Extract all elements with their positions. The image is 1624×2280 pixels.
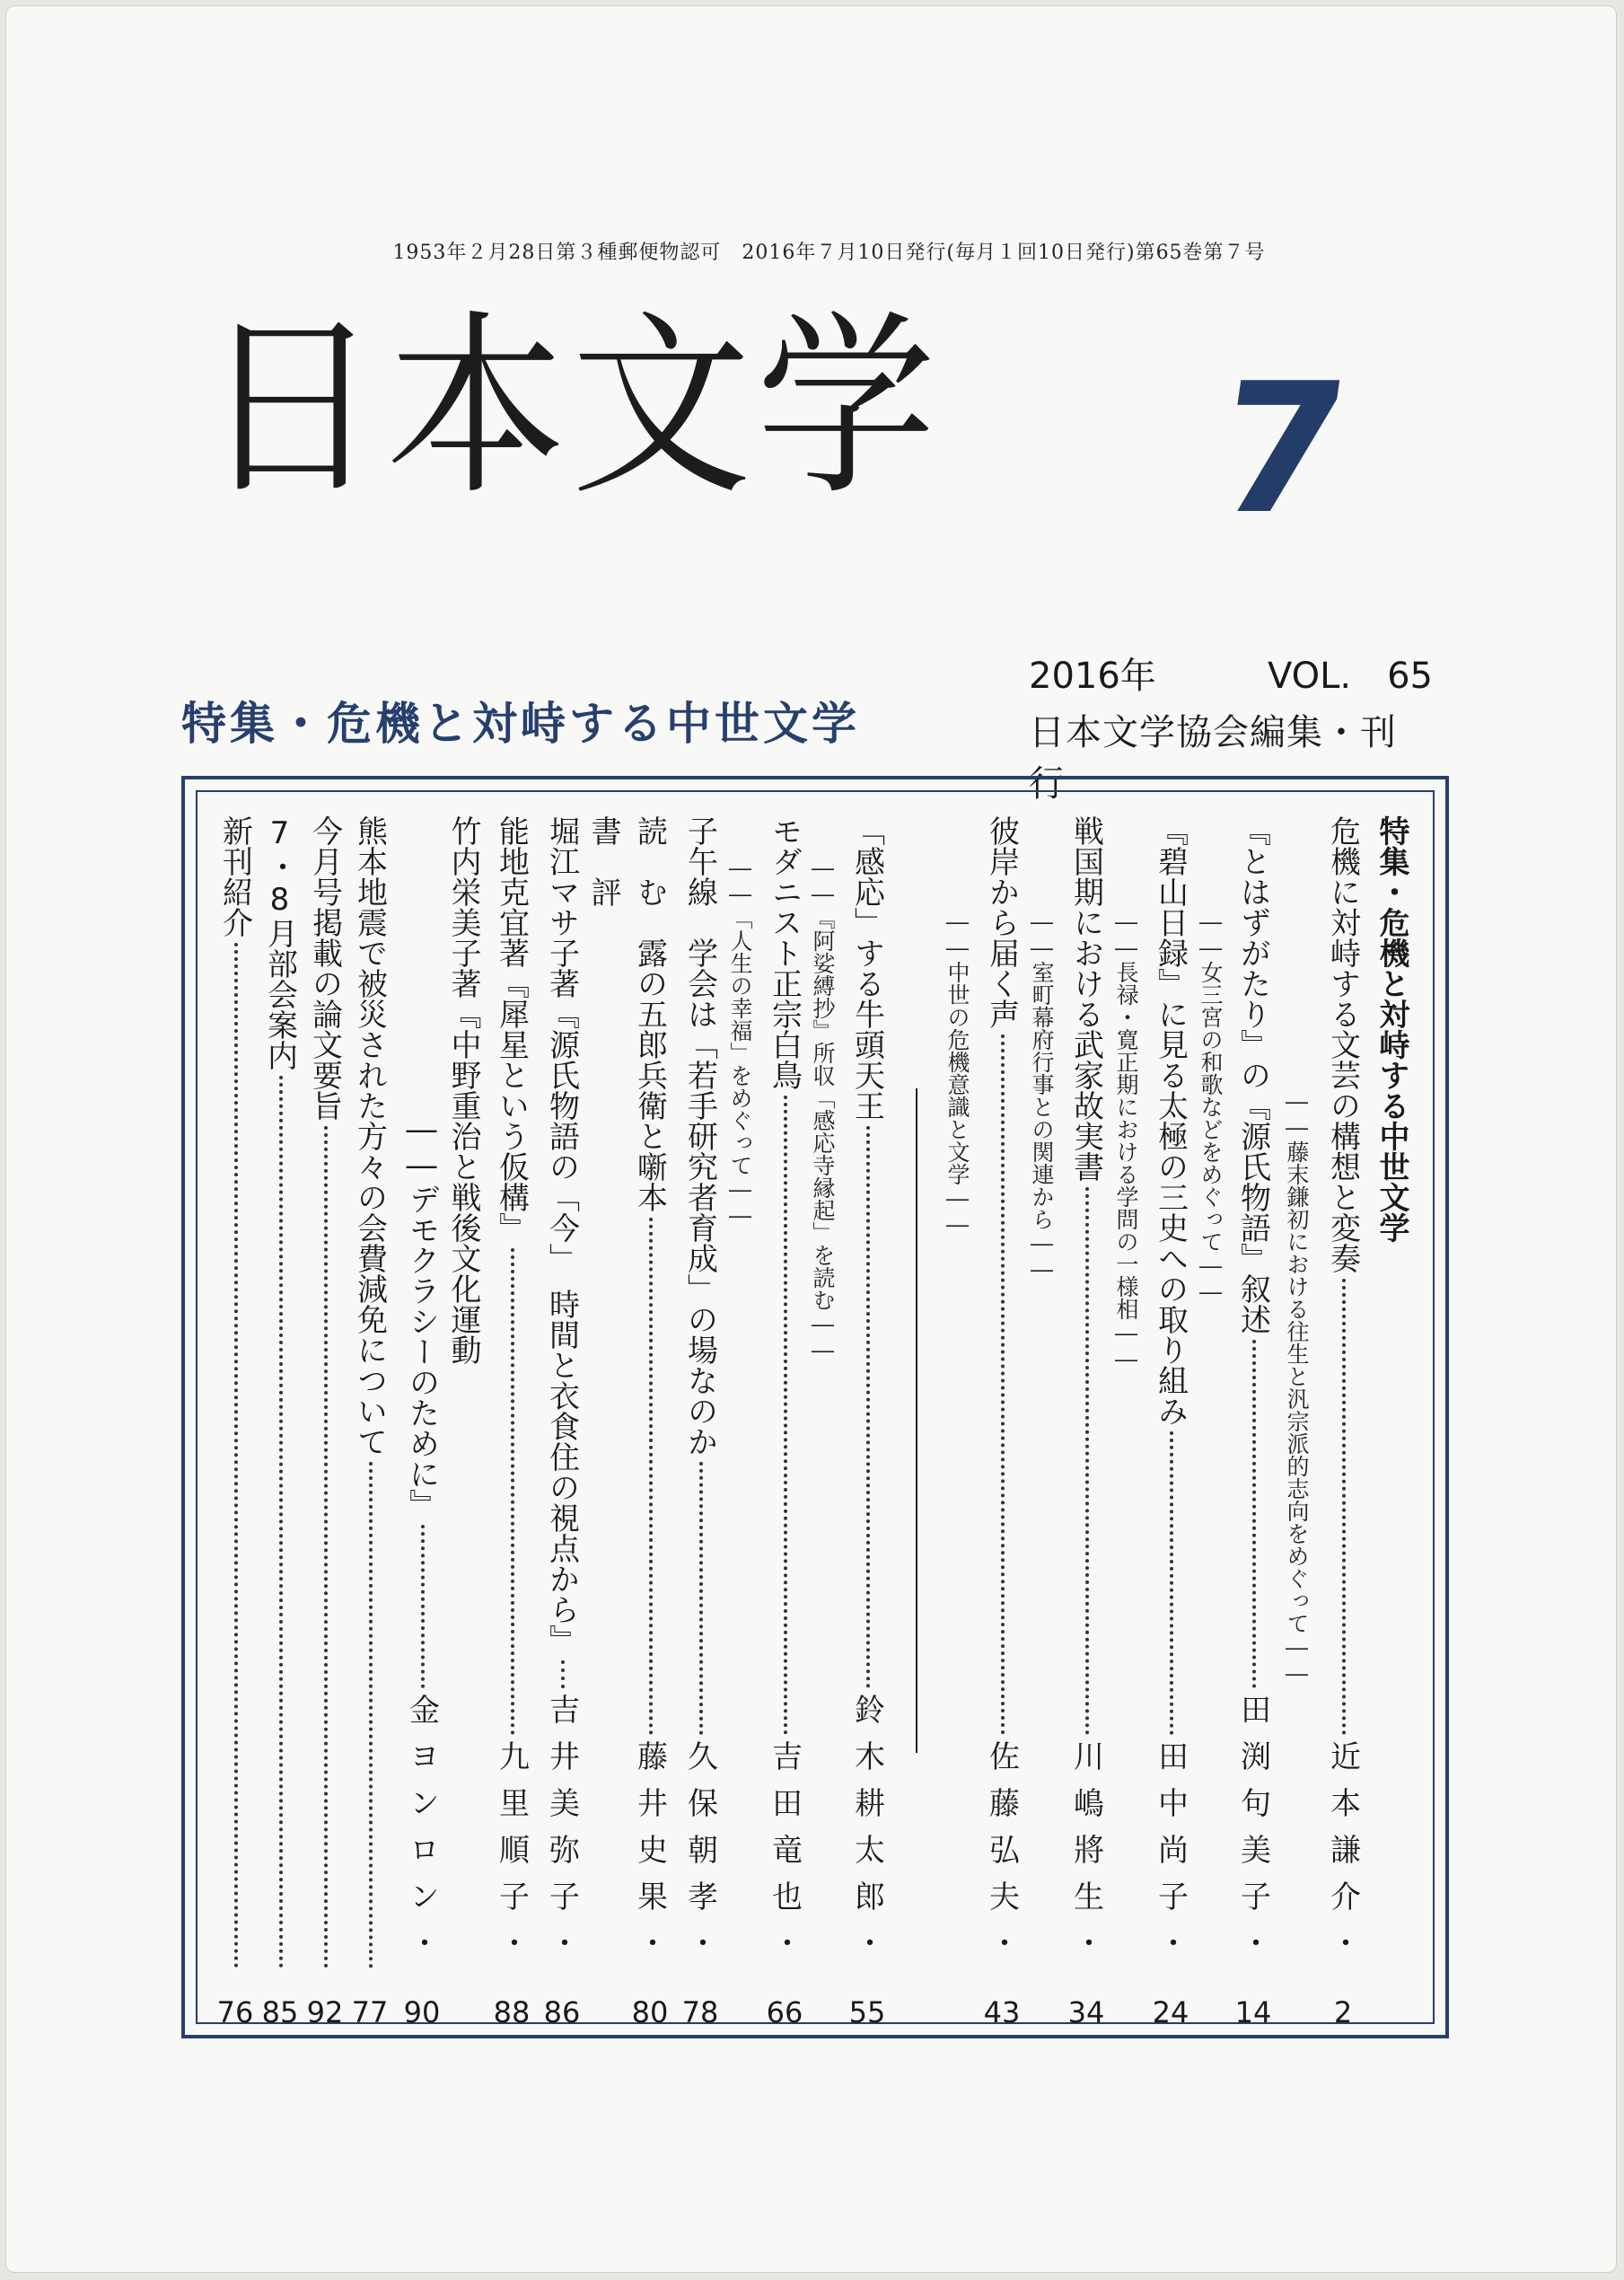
page-number: 77 (351, 1995, 389, 2029)
toc-entry[interactable] (1065, 815, 1108, 1974)
entry-title: 今月号掲載の論文要旨 (306, 815, 343, 1121)
leader-dots (1252, 1340, 1256, 1688)
page-number: 34 (1067, 1995, 1105, 2029)
entry-subtitle: ――藤末鎌初における往生と汎宗派的志向をめぐって―― (1284, 1088, 1310, 1686)
leader-dots (369, 1462, 373, 1968)
leader-dots (784, 1096, 787, 1735)
entry-title: 熊本地震で被災された方々の会費減免について (351, 815, 388, 1457)
entry-author: 田中尚子・ (1152, 1740, 1189, 1974)
page-number: 76 (216, 1995, 254, 2029)
postal-permit-line: 1953年２月28日第３種郵便物認可 2016年７月10日発行(毎月１回10日発行)第65巻第７号 (392, 242, 1266, 264)
special-feature-title: 特集・危機と対峙する中世文学 (181, 698, 860, 750)
page-number: 90 (403, 1995, 441, 2029)
page-number: 92 (306, 1995, 344, 2029)
toc-entry[interactable] (214, 815, 257, 1974)
leader-dots (561, 1660, 565, 1688)
issue-number: 7 (1204, 345, 1359, 554)
entry-author: 吉井美弥子・ (543, 1694, 580, 1974)
leader-dots (649, 1218, 653, 1735)
page-number: 80 (631, 1995, 669, 2029)
publisher: 日本文学協会編集・刊行 (1029, 712, 1397, 805)
toc-entry[interactable] (1232, 815, 1275, 1974)
toc-entry[interactable] (980, 815, 1023, 1974)
entry-title: 堀江マサ子著『源氏物語の「今」 時間と衣食住の視点から』 (543, 815, 580, 1655)
page-number: 88 (493, 1995, 531, 2029)
entry-author: 佐藤弘夫・ (983, 1740, 1020, 1974)
leader-dots (421, 1525, 425, 1688)
toc-entry[interactable] (1321, 815, 1365, 1974)
entry-author: 鈴木耕太郎・ (848, 1694, 885, 1974)
page-number: 78 (681, 1995, 719, 2029)
toc-entry[interactable] (490, 815, 533, 1974)
toc-entry[interactable] (259, 815, 302, 1974)
toc-entry[interactable] (1149, 815, 1192, 1974)
toc-entry[interactable] (400, 815, 443, 1974)
entry-title: モダニスト正宗白鳥 (766, 815, 803, 1090)
toc-entry[interactable] (763, 815, 806, 1974)
entry-title: 能地克宜著『犀星という仮構』 (493, 815, 530, 1243)
leader-dots (1342, 1279, 1346, 1735)
page-number: 66 (766, 1995, 803, 2029)
volume-number: VOL. 65 (1267, 656, 1433, 697)
toc-heading: 特集・危機と対峙する中世文学 (1374, 815, 1409, 1243)
leader-dots (324, 1126, 328, 1968)
entry-subtitle: ――室町幕府行事との関連から―― (1029, 909, 1055, 1282)
entry-subtitle: ――長禄・寛正期における学問の一様相―― (1113, 909, 1139, 1372)
entry-subtitle: ――「人生の幸福」をめぐって―― (727, 855, 753, 1228)
magazine-title: 日本文学 (201, 295, 942, 522)
entry-title: 戦国期における武家故実書 (1067, 815, 1104, 1182)
toc-entry[interactable] (679, 815, 722, 1974)
entry-author: 藤井史果・ (631, 1740, 668, 1974)
entry-title: 『とはずがたり』の『源氏物語』叙述 (1234, 815, 1271, 1334)
page-number: 86 (543, 1995, 581, 2029)
leader-dots (1085, 1187, 1089, 1735)
toc-inner-frame (196, 790, 1435, 2029)
page-number: 55 (848, 1995, 886, 2029)
leader-dots (1001, 1034, 1005, 1735)
entry-subtitle: ――デモクラシーのために』 (403, 1112, 440, 1519)
entry-author: 川嶋將生・ (1067, 1740, 1104, 1974)
entry-author: 金ヨンロン・ (403, 1694, 440, 1974)
entry-title: 「感応」する牛頭天王 (848, 815, 885, 1121)
entry-author: 久保朝孝・ (681, 1740, 718, 1974)
toc-entry[interactable] (303, 815, 347, 1974)
toc-entry[interactable] (628, 815, 672, 1974)
entry-subtitle: ――『阿娑縛抄』所収「感応寺縁起」を読む―― (810, 855, 836, 1363)
page-number: 14 (1234, 1995, 1272, 2029)
toc-entry[interactable] (540, 815, 584, 1974)
page-number: 43 (983, 1995, 1021, 2029)
entry-title: 読 む 露の五郎兵衛と噺本 (631, 815, 668, 1212)
issue-year: 2016年 (1029, 656, 1156, 697)
page-number: 85 (261, 1995, 299, 2029)
leader-dots (1170, 1431, 1173, 1735)
magazine-cover (5, 5, 1617, 2273)
page-number: 2 (1333, 1995, 1353, 2029)
entry-author: 吉田竜也・ (766, 1740, 803, 1974)
entry-title[interactable]: 竹内栄美子著『中野重治と戦後文化運動 (445, 815, 481, 1365)
entry-subtitle: ――中世の危機意識と文学―― (944, 909, 970, 1237)
section-divider (916, 1088, 917, 1753)
entry-title: 彼岸から届く声 (983, 815, 1020, 1029)
leader-dots (511, 1248, 514, 1735)
leader-dots (279, 1076, 283, 1968)
entry-title: 新刊紹介 (216, 815, 253, 938)
leader-dots (699, 1462, 703, 1735)
entry-title: 7・8月部会案内 (261, 815, 298, 1070)
page-number: 24 (1152, 1995, 1189, 2029)
entry-title: 子午線 学会は「若手研究者育成」の場なのか (681, 815, 718, 1457)
leader-dots (866, 1126, 870, 1688)
table-of-contents (181, 776, 1449, 2038)
toc-entry[interactable] (846, 815, 889, 1974)
entry-author: 九里順子・ (493, 1740, 530, 1974)
entry-author: 田渕句美子・ (1234, 1694, 1271, 1974)
toc-entry[interactable] (348, 815, 391, 1974)
entry-subtitle: ――女三宮の和歌などをめぐって―― (1198, 909, 1224, 1305)
entry-author: 近本謙介・ (1324, 1740, 1361, 1974)
book-review-heading: 書 評 (585, 815, 621, 907)
entry-title: 『碧山日録』に見る太極の三史への取り組み (1152, 815, 1189, 1426)
leader-dots (234, 943, 238, 1968)
entry-title: 危機に対峙する文芸の構想と変奏 (1324, 815, 1361, 1273)
